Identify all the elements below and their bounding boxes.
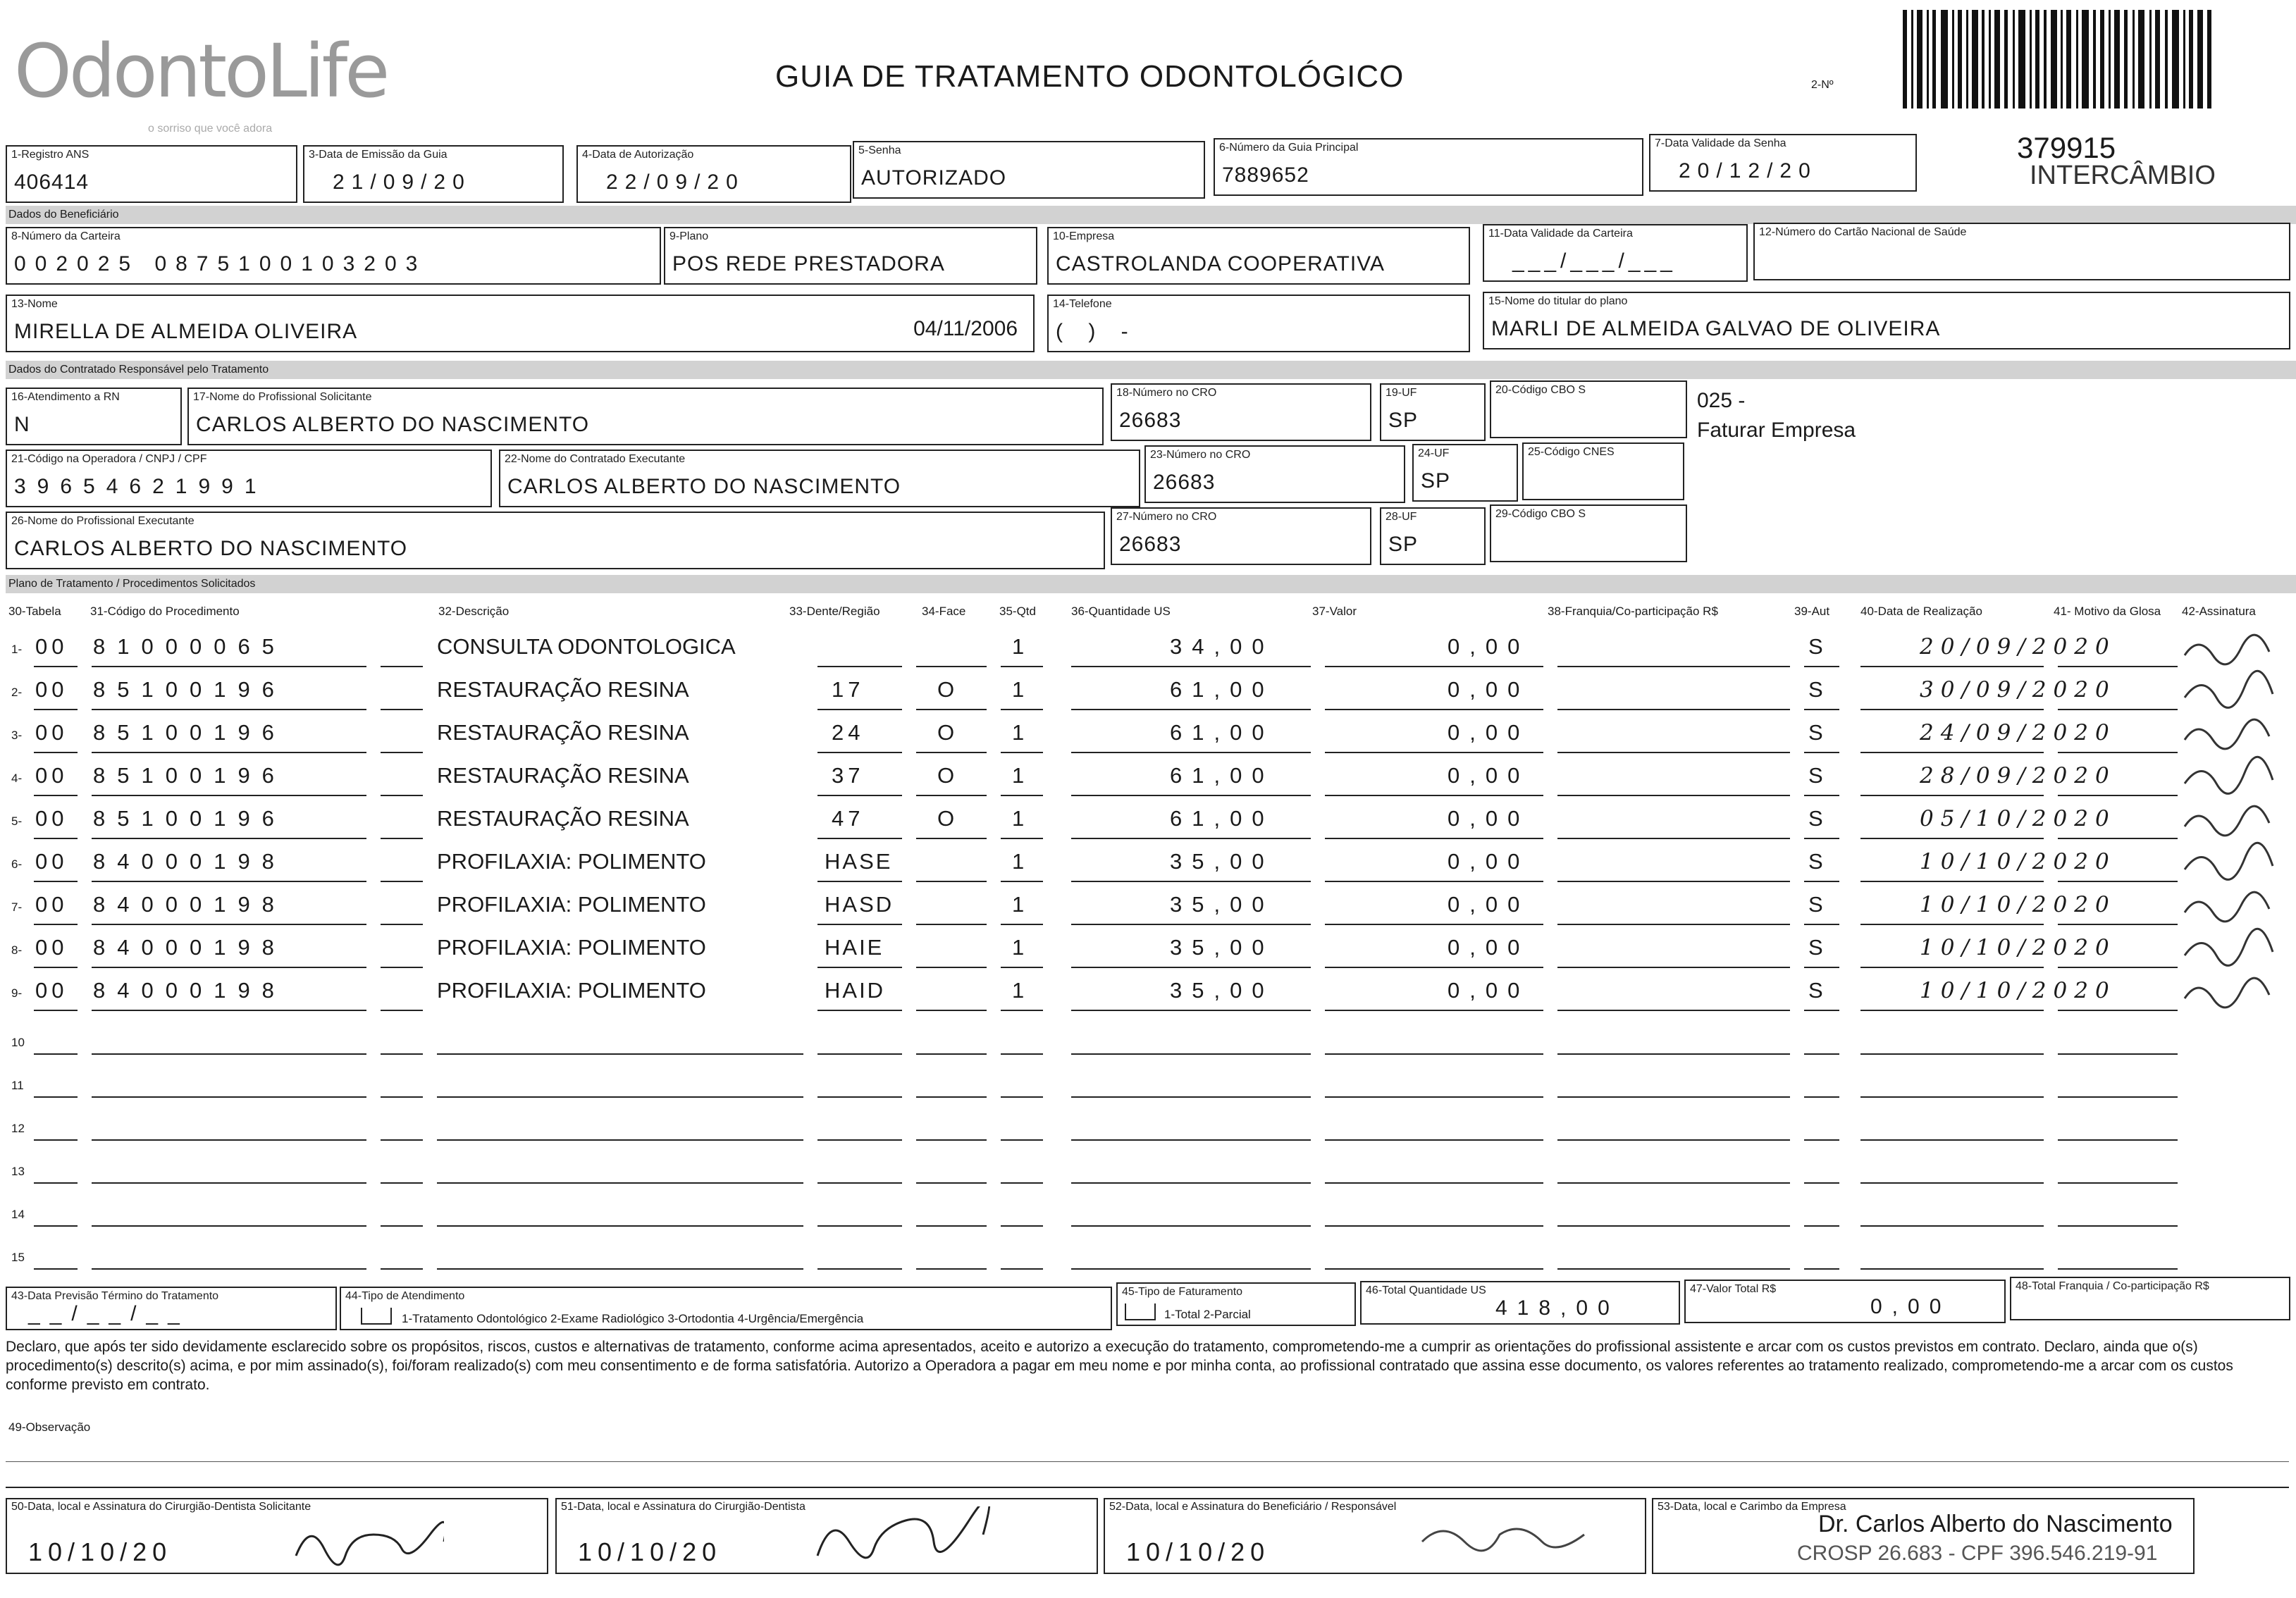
procedure-row[interactable]: 8- 00 84000198 PROFILAXIA: POLIMENTO HAIE 1 35,00 0,00 S 10/10/2020 bbox=[11, 935, 2116, 960]
cnes-field[interactable]: 25-Código CNES bbox=[1522, 442, 1684, 500]
codigo-operadora-field[interactable]: 21-Código na Operadora / CNPJ / CPF 39654621991 bbox=[6, 450, 492, 507]
row-descricao: PROFILAXIA: POLIMENTO bbox=[437, 849, 706, 874]
row-codigo: 84000198 bbox=[93, 849, 286, 874]
assinatura-solicitante-date: 10/10/20 bbox=[28, 1537, 173, 1566]
row-data: 05/10/2020 bbox=[1920, 806, 2116, 831]
row-valor: 0,00 bbox=[1448, 892, 1530, 917]
section-plano-tratamento: Plano de Tratamento / Procedimentos Solicitados bbox=[6, 575, 2296, 593]
cro-solicitante-value: 26683 bbox=[1119, 409, 1182, 432]
row-descricao: PROFILAXIA: POLIMENTO bbox=[437, 892, 706, 917]
row-data: 30/09/2020 bbox=[1920, 677, 2116, 702]
cro-executante-field[interactable]: 23-Número no CRO 26683 bbox=[1144, 445, 1405, 503]
row-aut: S bbox=[1808, 935, 1827, 960]
cartao-nacional-field[interactable]: 12-Número do Cartão Nacional de Saúde bbox=[1753, 223, 2290, 280]
atendimento-rn-value: N bbox=[14, 413, 30, 436]
row-tabela: 00 bbox=[35, 849, 68, 874]
nome-field[interactable]: 13-Nome MIRELLA DE ALMEIDA OLIVEIRA 04/11/2006 bbox=[6, 295, 1035, 352]
col-face: 34-Face bbox=[922, 605, 966, 618]
senha-field[interactable]: 5-Senha AUTORIZADO bbox=[853, 141, 1205, 199]
row-aut: S bbox=[1808, 763, 1827, 788]
col-dente: 33-Dente/Região bbox=[789, 605, 880, 618]
registro-ans-field[interactable]: 1-Registro ANS 406414 bbox=[6, 145, 297, 203]
assinatura-beneficiario-box[interactable]: 52-Data, local e Assinatura do Beneficiário / Responsável 10/10/20 bbox=[1104, 1498, 1646, 1574]
row-valor: 0,00 bbox=[1448, 634, 1530, 659]
row-us: 35,00 bbox=[1170, 849, 1274, 874]
guide-type: INTERCÂMBIO bbox=[2030, 161, 2216, 190]
row-descricao: RESTAURAÇÃO RESINA bbox=[437, 677, 689, 702]
procedure-row[interactable]: 6- 00 84000198 PROFILAXIA: POLIMENTO HASE 1 35,00 0,00 S 10/10/2020 bbox=[11, 849, 2116, 874]
col-assinatura: 42-Assinatura bbox=[2182, 605, 2256, 618]
numero-label: 2-Nº bbox=[1811, 79, 1834, 91]
row-qtd: 1 bbox=[1012, 720, 1029, 745]
row-valor: 0,00 bbox=[1448, 978, 1530, 1003]
tipo-faturamento-checkbox[interactable] bbox=[1125, 1303, 1156, 1320]
row-face: O bbox=[937, 720, 959, 745]
carimbo-empresa-box[interactable]: 53-Data, local e Carimbo da Empresa bbox=[1652, 1498, 2195, 1574]
row-valor: 0,00 bbox=[1448, 763, 1530, 788]
col-glosa: 41- Motivo da Glosa bbox=[2054, 605, 2161, 618]
procedure-row-empty[interactable]: 13 bbox=[11, 1165, 25, 1178]
procedure-row-empty[interactable]: 11 bbox=[11, 1079, 24, 1092]
previsao-termino-value: __/__/__ bbox=[28, 1302, 190, 1325]
observacao-field[interactable] bbox=[6, 1437, 2289, 1488]
row-dente: 47 bbox=[832, 806, 865, 831]
profissional-executante-field[interactable]: 26-Nome do Profissional Executante CARLOS ALBERTO DO NASCIMENTO bbox=[6, 512, 1105, 569]
col-franquia: 38-Franquia/Co-participação R$ bbox=[1548, 605, 1718, 618]
row-tabela: 00 bbox=[35, 763, 68, 788]
signature-dentista bbox=[810, 1506, 994, 1573]
total-us-value: 418,00 bbox=[1495, 1296, 1619, 1320]
procedure-row-empty[interactable]: 12 bbox=[11, 1122, 25, 1135]
cbo-solicitante-field[interactable]: 20-Código CBO S bbox=[1490, 380, 1687, 438]
row-us: 61,00 bbox=[1170, 763, 1274, 788]
assinatura-dentista-date: 10/10/20 bbox=[578, 1537, 722, 1566]
procedure-row[interactable]: 4- 00 85100196 RESTAURAÇÃO RESINA 37 O 1 61,00 0,00 S 28/09/2020 bbox=[11, 763, 2116, 788]
titular-value: MARLI DE ALMEIDA GALVAO DE OLIVEIRA bbox=[1491, 317, 1941, 340]
cro-solicitante-field[interactable]: 18-Número no CRO 26683 bbox=[1111, 383, 1371, 441]
empresa-value: CASTROLANDA COOPERATIVA bbox=[1056, 252, 1385, 275]
row-us: 35,00 bbox=[1170, 935, 1274, 960]
tipo-atendimento-checkbox[interactable] bbox=[361, 1308, 392, 1325]
row-face: O bbox=[937, 806, 959, 831]
guia-principal-field[interactable]: 6-Número da Guia Principal 7889652 bbox=[1214, 138, 1643, 196]
telefone-value: ( ) - bbox=[1056, 320, 1138, 343]
row-aut: S bbox=[1808, 978, 1827, 1003]
col-data: 40-Data de Realização bbox=[1860, 605, 1982, 618]
uf-prof-exec-field[interactable]: 28-UF SP bbox=[1380, 507, 1486, 565]
row-descricao: PROFILAXIA: POLIMENTO bbox=[437, 935, 706, 960]
row-tabela: 00 bbox=[35, 720, 68, 745]
row-us: 35,00 bbox=[1170, 892, 1274, 917]
uf-solicitante-value: SP bbox=[1388, 409, 1419, 432]
contratado-executante-value: CARLOS ALBERTO DO NASCIMENTO bbox=[507, 475, 901, 498]
row-codigo: 85100196 bbox=[93, 720, 286, 745]
cbo-exec-field[interactable]: 29-Código CBO S bbox=[1490, 504, 1687, 562]
row-aut: S bbox=[1808, 892, 1827, 917]
row-dente: 24 bbox=[832, 720, 865, 745]
data-emissao-value: 21/09/20 bbox=[333, 171, 471, 194]
row-us: 35,00 bbox=[1170, 978, 1274, 1003]
row-us: 61,00 bbox=[1170, 806, 1274, 831]
atendimento-rn-field[interactable]: 16-Atendimento a RN N bbox=[6, 388, 182, 445]
row-tabela: 00 bbox=[35, 634, 68, 659]
col-us: 36-Quantidade US bbox=[1071, 605, 1171, 618]
procedure-row-empty[interactable]: 15 bbox=[11, 1251, 25, 1264]
row-qtd: 1 bbox=[1012, 892, 1029, 917]
empresa-field[interactable]: 10-Empresa CASTROLANDA COOPERATIVA bbox=[1047, 227, 1470, 285]
data-emissao-field[interactable]: 3-Data de Emissão da Guia 21/09/20 bbox=[303, 145, 564, 203]
logo-tagline: o sorriso que você adora bbox=[148, 123, 273, 135]
tipo-faturamento-options: 1-Total 2-Parcial bbox=[1164, 1308, 1251, 1321]
stamp-line2: CROSP 26.683 - CPF 396.546.219-91 bbox=[1797, 1542, 2158, 1565]
observacao-label: 49-Observação bbox=[8, 1420, 91, 1434]
row-data: 24/09/2020 bbox=[1920, 720, 2116, 745]
telefone-field[interactable]: 14-Telefone ( ) - bbox=[1047, 295, 1470, 352]
row-dente: HASD bbox=[825, 892, 894, 917]
row-tabela: 00 bbox=[35, 935, 68, 960]
row-tabela: 00 bbox=[35, 677, 68, 702]
signature-beneficiario bbox=[1415, 1513, 1591, 1563]
plano-value: POS REDE PRESTADORA bbox=[672, 252, 945, 275]
profissional-solicitante-value: CARLOS ALBERTO DO NASCIMENTO bbox=[196, 413, 590, 436]
procedure-row[interactable]: 7- 00 84000198 PROFILAXIA: POLIMENTO HASD 1 35,00 0,00 S 10/10/2020 bbox=[11, 892, 2116, 917]
row-data: 10/10/2020 bbox=[1920, 849, 2116, 874]
cro-executante-value: 26683 bbox=[1153, 471, 1216, 494]
row-codigo: 84000198 bbox=[93, 978, 286, 1003]
tipo-atendimento-field[interactable]: 44-Tipo de Atendimento 1-Tratamento Odontológico 2-Exame Radiológico 3-Ortodontia 4-Urgência/Emergência bbox=[340, 1287, 1112, 1330]
profissional-executante-value: CARLOS ALBERTO DO NASCIMENTO bbox=[14, 537, 408, 560]
col-qtd: 35-Qtd bbox=[999, 605, 1036, 618]
col-valor: 37-Valor bbox=[1312, 605, 1357, 618]
valor-total-field[interactable]: 47-Valor Total R$ 0,00 bbox=[1684, 1280, 2006, 1323]
row-qtd: 1 bbox=[1012, 849, 1029, 874]
total-franquia-field[interactable]: 48-Total Franquia / Co-participação R$ bbox=[2010, 1277, 2290, 1320]
total-us-field[interactable]: 46-Total Quantidade US 418,00 bbox=[1360, 1281, 1680, 1325]
valor-total-value: 0,00 bbox=[1870, 1295, 1951, 1318]
row-codigo: 81000065 bbox=[93, 634, 286, 659]
row-valor: 0,00 bbox=[1448, 849, 1530, 874]
section-contratado: Dados do Contratado Responsável pelo Tratamento bbox=[6, 361, 2296, 379]
guia-principal-value: 7889652 bbox=[1222, 163, 1309, 187]
assinatura-solicitante-box[interactable]: 50-Data, local e Assinatura do Cirurgião-Dentista Solicitante 10/10/20 bbox=[6, 1498, 548, 1574]
row-qtd: 1 bbox=[1012, 677, 1029, 702]
row-qtd: 1 bbox=[1012, 935, 1029, 960]
profissional-solicitante-field[interactable]: 17-Nome do Profissional Solicitante CARLOS ALBERTO DO NASCIMENTO bbox=[187, 388, 1104, 445]
row-qtd: 1 bbox=[1012, 978, 1029, 1003]
uf-solicitante-field[interactable]: 19-UF SP bbox=[1380, 383, 1486, 441]
procedure-row[interactable]: 1- 00 81000065 CONSULTA ODONTOLOGICA 1 34,00 0,00 S 20/09/2020 bbox=[11, 634, 2116, 659]
cro-prof-exec-value: 26683 bbox=[1119, 533, 1182, 556]
row-us: 61,00 bbox=[1170, 720, 1274, 745]
col-aut: 39-Aut bbox=[1794, 605, 1830, 618]
codigo-operadora-value: 39654621991 bbox=[14, 475, 268, 498]
nascimento-value: 04/11/2006 bbox=[913, 317, 1018, 340]
row-face: O bbox=[937, 763, 959, 788]
col-tabela: 30-Tabela bbox=[8, 605, 61, 618]
logo-text: OdontoLife bbox=[14, 28, 388, 114]
row-valor: 0,00 bbox=[1448, 806, 1530, 831]
note-text: Faturar Empresa bbox=[1697, 419, 1856, 442]
row-dente: HASE bbox=[825, 849, 893, 874]
row-codigo: 84000198 bbox=[93, 892, 286, 917]
row-qtd: 1 bbox=[1012, 634, 1029, 659]
nome-value: MIRELLA DE ALMEIDA OLIVEIRA bbox=[14, 320, 358, 343]
validade-senha-value: 20/12/20 bbox=[1679, 159, 1817, 182]
row-descricao: RESTAURAÇÃO RESINA bbox=[437, 763, 689, 788]
row-descricao: RESTAURAÇÃO RESINA bbox=[437, 720, 689, 745]
stamp-line1: Dr. Carlos Alberto do Nascimento bbox=[1818, 1511, 2173, 1537]
validade-senha-field[interactable]: 7-Data Validade da Senha 20/12/20 bbox=[1649, 134, 1917, 192]
page-title: GUIA DE TRATAMENTO ODONTOLÓGICO bbox=[775, 59, 1405, 94]
data-autorizacao-value: 22/09/20 bbox=[606, 171, 745, 194]
signature-solicitante bbox=[289, 1513, 444, 1570]
row-qtd: 1 bbox=[1012, 806, 1029, 831]
row-aut: S bbox=[1808, 634, 1827, 659]
declaration-text: Declaro, que após ter sido devidamente esclarecido sobre os propósitos, riscos, custos e alternativas de tratamento, conforme acima apresentados, aceito e autorizo a execução do tratamento, comprometendo-me a cumprir as orientações do profissional assistente e arcar com os custos previstos em contrato. Declaro, ainda que o(s) procedimento(s) descrito(s) acima, e por mim assinado(s), foi/foram realizado(s) com meu consentimento e de forma satisfatória. Autorizo a Operadora a pagar em meu nome e por minha conta, ao profissional contratado que assina esse documento, os valores referentes ao tratamento realizado, comprometendo-me a arcar com os custos conforme previsto em contrato. bbox=[6, 1339, 2233, 1393]
row-tabela: 00 bbox=[35, 806, 68, 831]
row-data: 28/09/2020 bbox=[1920, 763, 2116, 788]
titular-field[interactable]: 15-Nome do titular do plano MARLI DE ALMEIDA GALVAO DE OLIVEIRA bbox=[1483, 292, 2290, 349]
note-code: 025 - bbox=[1697, 389, 1746, 412]
col-codigo: 31-Código do Procedimento bbox=[90, 605, 240, 618]
procedure-row-empty[interactable]: 14 bbox=[11, 1208, 25, 1221]
procedure-row[interactable]: 3- 00 85100196 RESTAURAÇÃO RESINA 24 O 1 61,00 0,00 S 24/09/2020 bbox=[11, 720, 2116, 745]
row-valor: 0,00 bbox=[1448, 720, 1530, 745]
assinatura-dentista-box[interactable]: 51-Data, local e Assinatura do Cirurgião-Dentista 10/10/20 bbox=[555, 1498, 1098, 1574]
tipo-faturamento-field[interactable]: 45-Tipo de Faturamento 1-Total 2-Parcial bbox=[1116, 1282, 1356, 1326]
procedure-row[interactable]: 9- 00 84000198 PROFILAXIA: POLIMENTO HAID 1 35,00 0,00 S 10/10/2020 bbox=[11, 978, 2116, 1003]
row-tabela: 00 bbox=[35, 978, 68, 1003]
row-descricao: RESTAURAÇÃO RESINA bbox=[437, 806, 689, 831]
row-data: 20/09/2020 bbox=[1920, 634, 2116, 659]
row-us: 61,00 bbox=[1170, 677, 1274, 702]
tipo-atendimento-options: 1-Tratamento Odontológico 2-Exame Radiológico 3-Ortodontia 4-Urgência/Emergência bbox=[402, 1312, 864, 1325]
registro-ans-value: 406414 bbox=[14, 171, 90, 194]
uf-executante-value: SP bbox=[1421, 469, 1451, 493]
row-tabela: 00 bbox=[35, 892, 68, 917]
row-us: 34,00 bbox=[1170, 634, 1274, 659]
carteira-field[interactable]: 8-Número da Carteira 002025 0875100103203 bbox=[6, 227, 661, 285]
row-dente: HAID bbox=[825, 978, 886, 1003]
stamp bbox=[1790, 1506, 2283, 1574]
procedure-row[interactable]: 5- 00 85100196 RESTAURAÇÃO RESINA 47 O 1 61,00 0,00 S 05/10/2020 bbox=[11, 806, 2116, 831]
validade-carteira-field[interactable]: 11-Data Validade da Carteira ___/___/___ bbox=[1483, 224, 1748, 282]
barcode bbox=[1903, 10, 2213, 109]
cro-prof-exec-field[interactable]: 27-Número no CRO 26683 bbox=[1111, 507, 1371, 565]
contratado-executante-field[interactable]: 22-Nome do Contratado Executante CARLOS ALBERTO DO NASCIMENTO bbox=[499, 450, 1140, 507]
carteira-value: 002025 0875100103203 bbox=[14, 252, 427, 275]
table-grid bbox=[0, 631, 2296, 1287]
row-data: 10/10/2020 bbox=[1920, 978, 2116, 1003]
row-dente: 37 bbox=[832, 763, 865, 788]
uf-executante-field[interactable]: 24-UF SP bbox=[1412, 444, 1518, 502]
row-signatures bbox=[2178, 627, 2295, 1022]
procedure-row[interactable]: 2- 00 85100196 RESTAURAÇÃO RESINA 17 O 1 61,00 0,00 S 30/09/2020 bbox=[11, 677, 2116, 702]
guide-number: 379915 bbox=[2017, 131, 2116, 164]
row-codigo: 84000198 bbox=[93, 935, 286, 960]
row-codigo: 85100196 bbox=[93, 806, 286, 831]
senha-value: AUTORIZADO bbox=[861, 166, 1007, 190]
row-codigo: 85100196 bbox=[93, 677, 286, 702]
row-valor: 0,00 bbox=[1448, 935, 1530, 960]
row-qtd: 1 bbox=[1012, 763, 1029, 788]
uf-prof-exec-value: SP bbox=[1388, 533, 1419, 556]
row-data: 10/10/2020 bbox=[1920, 935, 2116, 960]
row-descricao: CONSULTA ODONTOLOGICA bbox=[437, 634, 736, 659]
row-data: 10/10/2020 bbox=[1920, 892, 2116, 917]
row-descricao: PROFILAXIA: POLIMENTO bbox=[437, 978, 706, 1003]
col-descricao: 32-Descrição bbox=[438, 605, 510, 618]
validade-carteira-value: ___/___/___ bbox=[1512, 249, 1677, 273]
row-dente: HAIE bbox=[825, 935, 884, 960]
row-aut: S bbox=[1808, 806, 1827, 831]
logo bbox=[14, 28, 388, 135]
row-dente: 17 bbox=[832, 677, 865, 702]
previsao-termino-field[interactable]: 43-Data Previsão Término do Tratamento __/__/__ bbox=[6, 1287, 337, 1330]
section-beneficiario: Dados do Beneficiário bbox=[6, 206, 2296, 224]
row-aut: S bbox=[1808, 720, 1827, 745]
row-codigo: 85100196 bbox=[93, 763, 286, 788]
row-aut: S bbox=[1808, 677, 1827, 702]
row-aut: S bbox=[1808, 849, 1827, 874]
data-autorizacao-field[interactable]: 4-Data de Autorização 22/09/20 bbox=[576, 145, 851, 203]
row-face: O bbox=[937, 677, 959, 702]
row-valor: 0,00 bbox=[1448, 677, 1530, 702]
assinatura-beneficiario-date: 10/10/20 bbox=[1126, 1537, 1271, 1566]
procedure-row-empty[interactable]: 10 bbox=[11, 1036, 25, 1049]
plano-field[interactable]: 9-Plano POS REDE PRESTADORA bbox=[664, 227, 1037, 285]
